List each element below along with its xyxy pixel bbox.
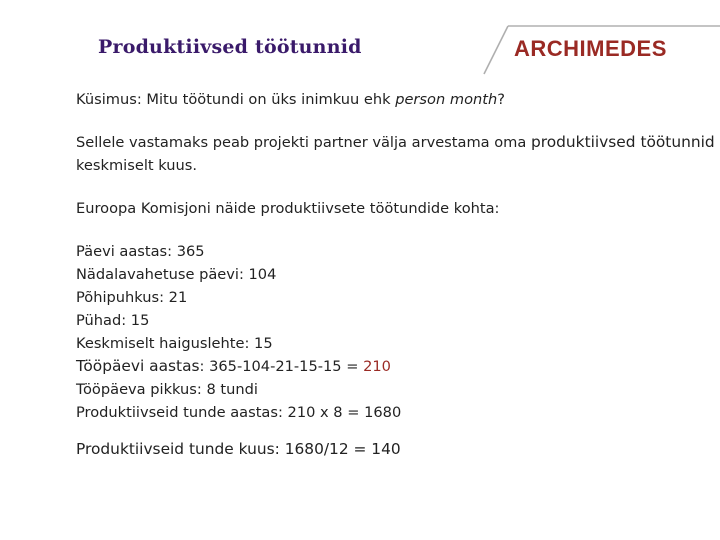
archimedes-logo	[478, 20, 720, 78]
calc-holidays: Pühad: 15	[76, 312, 150, 329]
calc-day-length: Tööpäeva pikkus: 8 tundi	[76, 381, 258, 398]
calc-sick-days: Keskmiselt haiguslehte: 15	[76, 335, 273, 352]
working-days-result: 210	[363, 358, 391, 375]
answer-text: Sellele vastamaks peab projekti partner välja arvestama oma produktiivsed töötunnid keskmiselt kuus.	[76, 133, 715, 174]
working-days-label: Tööpäevi aastas	[76, 357, 200, 375]
calc-weekend-days: Nädalavahetuse päevi: 104	[76, 266, 277, 283]
calc-annual-leave: Põhipuhkus: 21	[76, 289, 188, 306]
calc-productive-hours-year: Produktiivseid tunde aastas: 210 x 8 = 1680	[76, 404, 402, 421]
calc-days-year: Päevi aastas: 365	[76, 243, 205, 260]
answer-term: produktiivsed töötunnid	[530, 133, 715, 151]
question-italic: person month	[395, 91, 498, 108]
final-result: Produktiivseid tunde kuus: 1680/12 = 140	[76, 440, 401, 458]
example-intro: Euroopa Komisjoni näide produktiivsete töötundide kohta:	[76, 200, 500, 217]
page-title: Produktiivsed töötunnid	[98, 36, 362, 58]
calc-working-days: Tööpäevi aastas: 365-104-21-15-15 = 210	[76, 357, 391, 375]
slide-content	[76, 88, 720, 461]
logo-text: ARCHIMEDES	[514, 36, 667, 61]
question-text: Küsimus: Mitu töötundi on üks inimkuu ehk person month?	[76, 91, 505, 108]
